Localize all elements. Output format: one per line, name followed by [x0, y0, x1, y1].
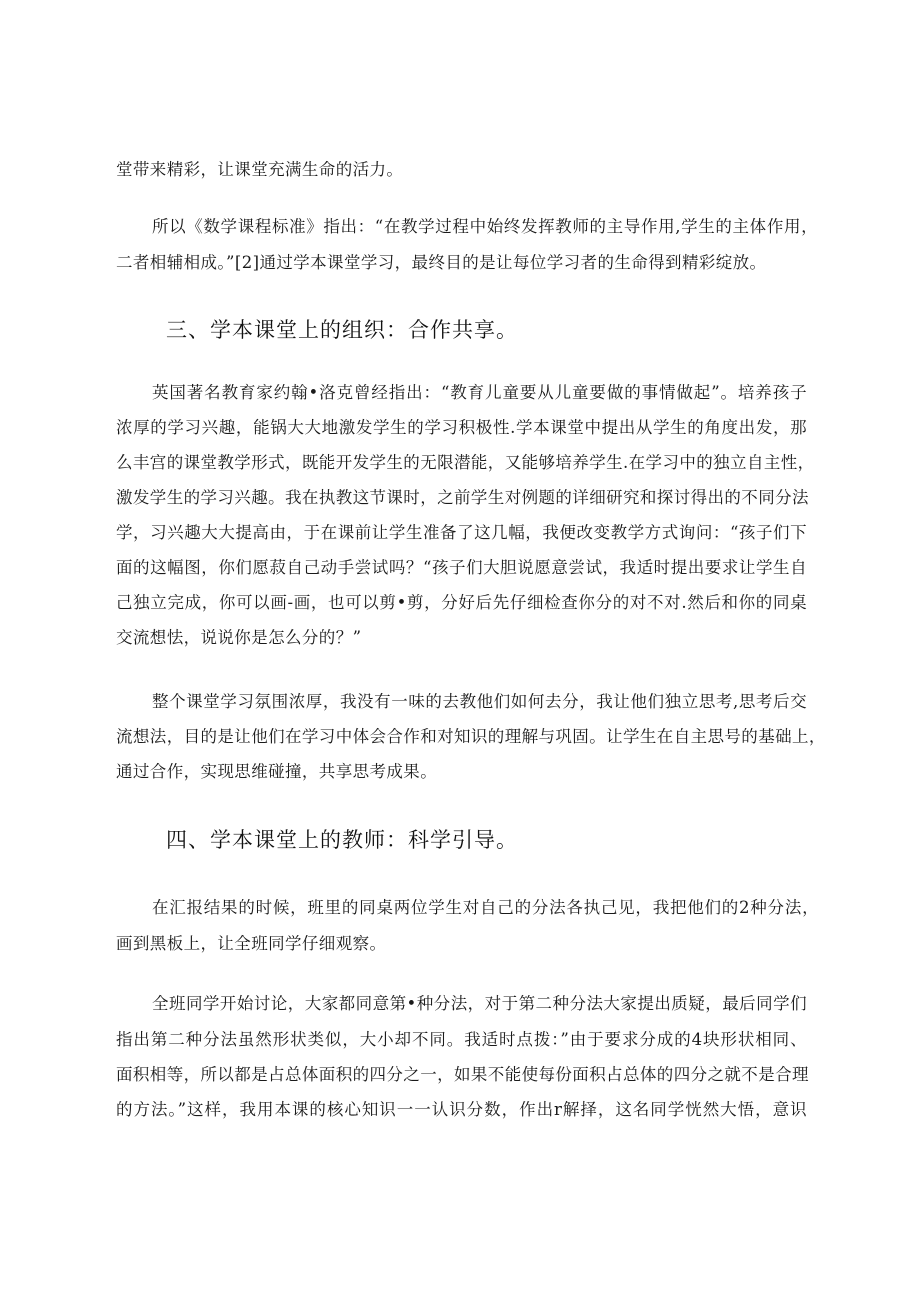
paragraph-line: 通过合作，实现思维碰撞，共享思考成果。: [116, 762, 438, 781]
paragraph-line: 浓厚的学习兴趣，能锅大大地激发学生的学习积极性.学本课堂中提出从学生的角度出发，那: [116, 418, 807, 437]
paragraph-line: 交流想怯，说说你是怎么分的？”: [116, 628, 362, 647]
section-heading: 四、学本课堂上的教师：科学引导。: [166, 828, 518, 852]
paragraph-line: 指出第二种分法虽然形状类似，大小却不同。我适时点拨：”由于要求分成的4块形状相同、: [116, 1030, 807, 1049]
paragraph-line: 画到黑板上，让全班同学仔细观察。: [116, 934, 387, 953]
paragraph-line: 面积相等，所以都是占总体面积的四分之一，如果不能使每份面积占总体的四分之就不是合理: [116, 1065, 809, 1084]
section-heading: 三、学本课堂上的组织：合作共享。: [166, 318, 518, 342]
paragraph-line: 的方法。”这样，我用本课的核心知识一一认识分数，作出r解择，这名同学恍然大悟，意识: [116, 1100, 807, 1119]
paragraph-line: 己独立完成，你可以画-画，也可以剪•剪，分好后先仔细检查你分的对不对.然后和你的同桌: [116, 593, 807, 612]
paragraph-line: 激发学生的学习兴趣。我在执教这节课时，之前学生对例题的详细研究和探讨得出的不同分法: [116, 488, 809, 507]
paragraph-line: 学，习兴趣大大提高由，于在课前让学生准备了这几幅，我便改变教学方式询问：“孩子们下: [116, 523, 807, 542]
paragraph-line: 么丰宫的课堂教学形式，既能开发学生的无限潜能，又能够培养学生.在学习中的独立自主性，: [116, 453, 815, 472]
paragraph-line: 面的这幅图，你们愿菽自己动手尝试吗？“孩子们大胆说愿意尝试，我适时提出要求让学生自: [116, 558, 807, 577]
paragraph-line: 所以《数学课程标准》指出：“在教学过程中始终发挥教师的主导作用,学生的主体作用，: [152, 217, 818, 236]
paragraph-line: 二者相辅相成。”[2]通过学本课堂学习，最终目的是让每位学习者的生命得到精彩绽放。: [116, 253, 767, 272]
paragraph-line: 全班同学开始讨论，大家都同意第•种分法，对于第二种分法大家提出质疑，最后同学们: [152, 994, 807, 1013]
paragraph-line: 英国著名教育家约翰•洛克曾经指出：“教育儿童要从儿童要做的事情做起”。培养孩子: [152, 383, 807, 402]
paragraph-line: 流想法，目的是让他们在学习中体会合作和对知识的理解与巩固。让学生在自主思号的基础上，: [116, 727, 826, 746]
paragraph-line: 堂带来精彩，让课堂充满生命的活力。: [116, 160, 404, 179]
paragraph-line: 在汇报结果的时候，班里的同桌两位学生对自己的分法各执己见，我把他们的2种分法，: [152, 898, 819, 917]
paragraph-line: 整个课堂学习氛围浓厚，我没有一味的去教他们如何去分，我让他们独立思考,思考后交: [152, 692, 807, 711]
